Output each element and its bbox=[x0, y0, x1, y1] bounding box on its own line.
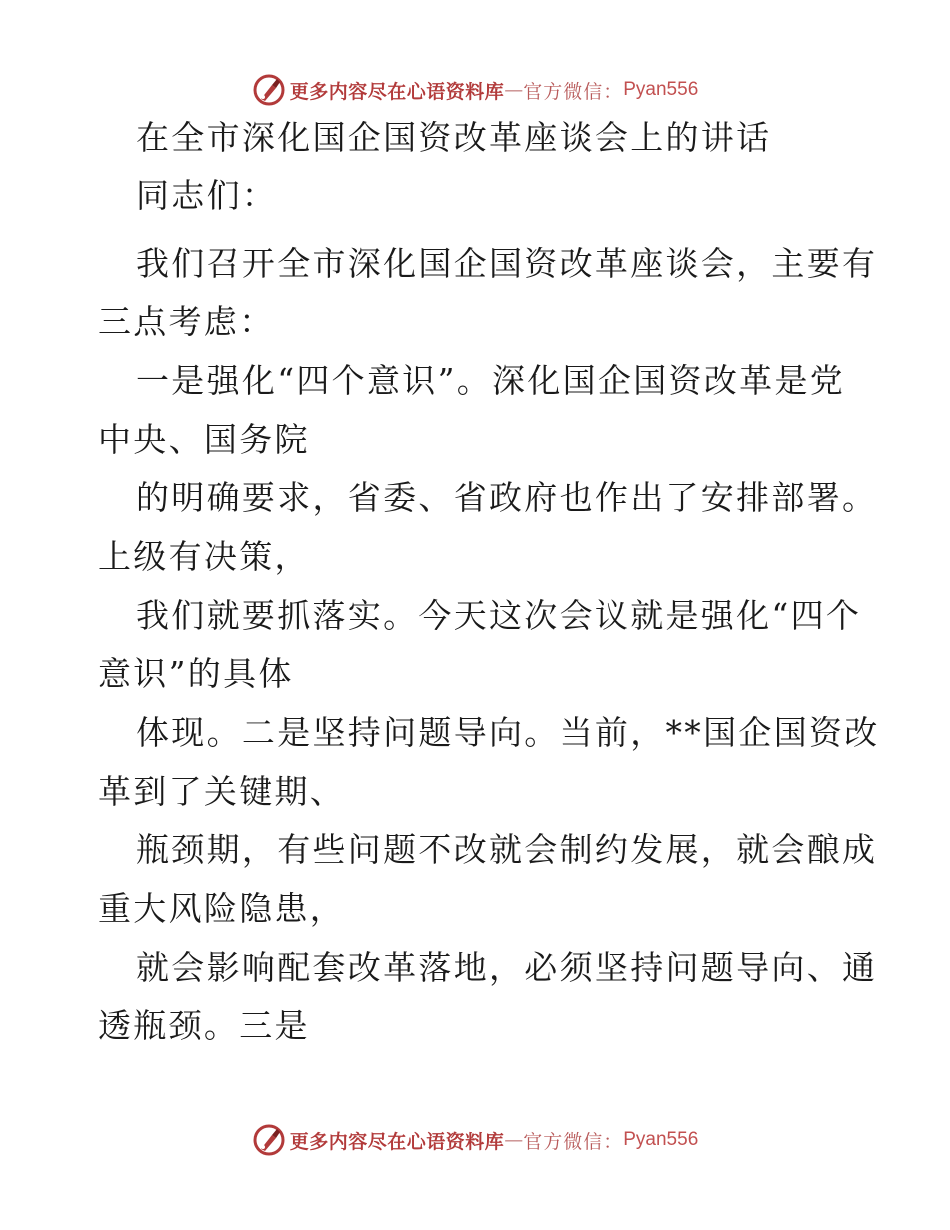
pen-logo-icon bbox=[252, 1123, 286, 1157]
document-title: 在全市深化国企国资改革座谈会上的讲话 bbox=[136, 118, 772, 157]
salutation: 同志们： bbox=[136, 176, 278, 215]
header-watermark bbox=[0, 70, 950, 110]
paragraph-line: 透瓶颈。三是 bbox=[98, 1006, 310, 1045]
watermark-separator: — bbox=[504, 79, 524, 101]
paragraph-line: 革到了关键期、 bbox=[98, 772, 346, 811]
watermark-wechat-id: Pyan556 bbox=[623, 1129, 699, 1150]
watermark-site-text: 更多内容尽在心语资料库 bbox=[289, 80, 505, 103]
paragraph-line: 我们召开全市深化国企国资改革座谈会，主要有 bbox=[136, 244, 878, 283]
paragraph-line: 一是强化“四个意识”。深化国企国资改革是党 bbox=[136, 361, 846, 400]
pen-logo-icon bbox=[252, 73, 286, 107]
watermark-wechat-label: 官方微信： bbox=[523, 1130, 624, 1153]
paragraph-line: 就会影响配套改革落地，必须坚持问题导向、通 bbox=[136, 948, 878, 987]
paragraph-line: 意识”的具体 bbox=[98, 654, 294, 693]
paragraph-line: 重大风险隐患， bbox=[98, 889, 346, 928]
paragraph-line: 瓶颈期，有些问题不改就会制约发展，就会酿成 bbox=[136, 830, 878, 869]
paragraph-line: 我们就要抓落实。今天这次会议就是强化“四个 bbox=[136, 596, 862, 635]
watermark-separator: — bbox=[504, 1129, 524, 1151]
watermark-wechat-label: 官方微信： bbox=[523, 80, 624, 103]
footer-watermark bbox=[0, 1120, 950, 1160]
paragraph-line: 的明确要求，省委、省政府也作出了安排部署。 bbox=[136, 478, 878, 517]
paragraph-line: 中央、国务院 bbox=[98, 420, 310, 459]
watermark-wechat-id: Pyan556 bbox=[623, 79, 699, 100]
paragraph-line: 三点考虑： bbox=[98, 302, 275, 341]
paragraph-line: 上级有决策， bbox=[98, 537, 310, 576]
watermark-site-text: 更多内容尽在心语资料库 bbox=[289, 1130, 505, 1153]
paragraph-line: 体现。二是坚持问题导向。当前，**国企国资改 bbox=[136, 713, 880, 752]
